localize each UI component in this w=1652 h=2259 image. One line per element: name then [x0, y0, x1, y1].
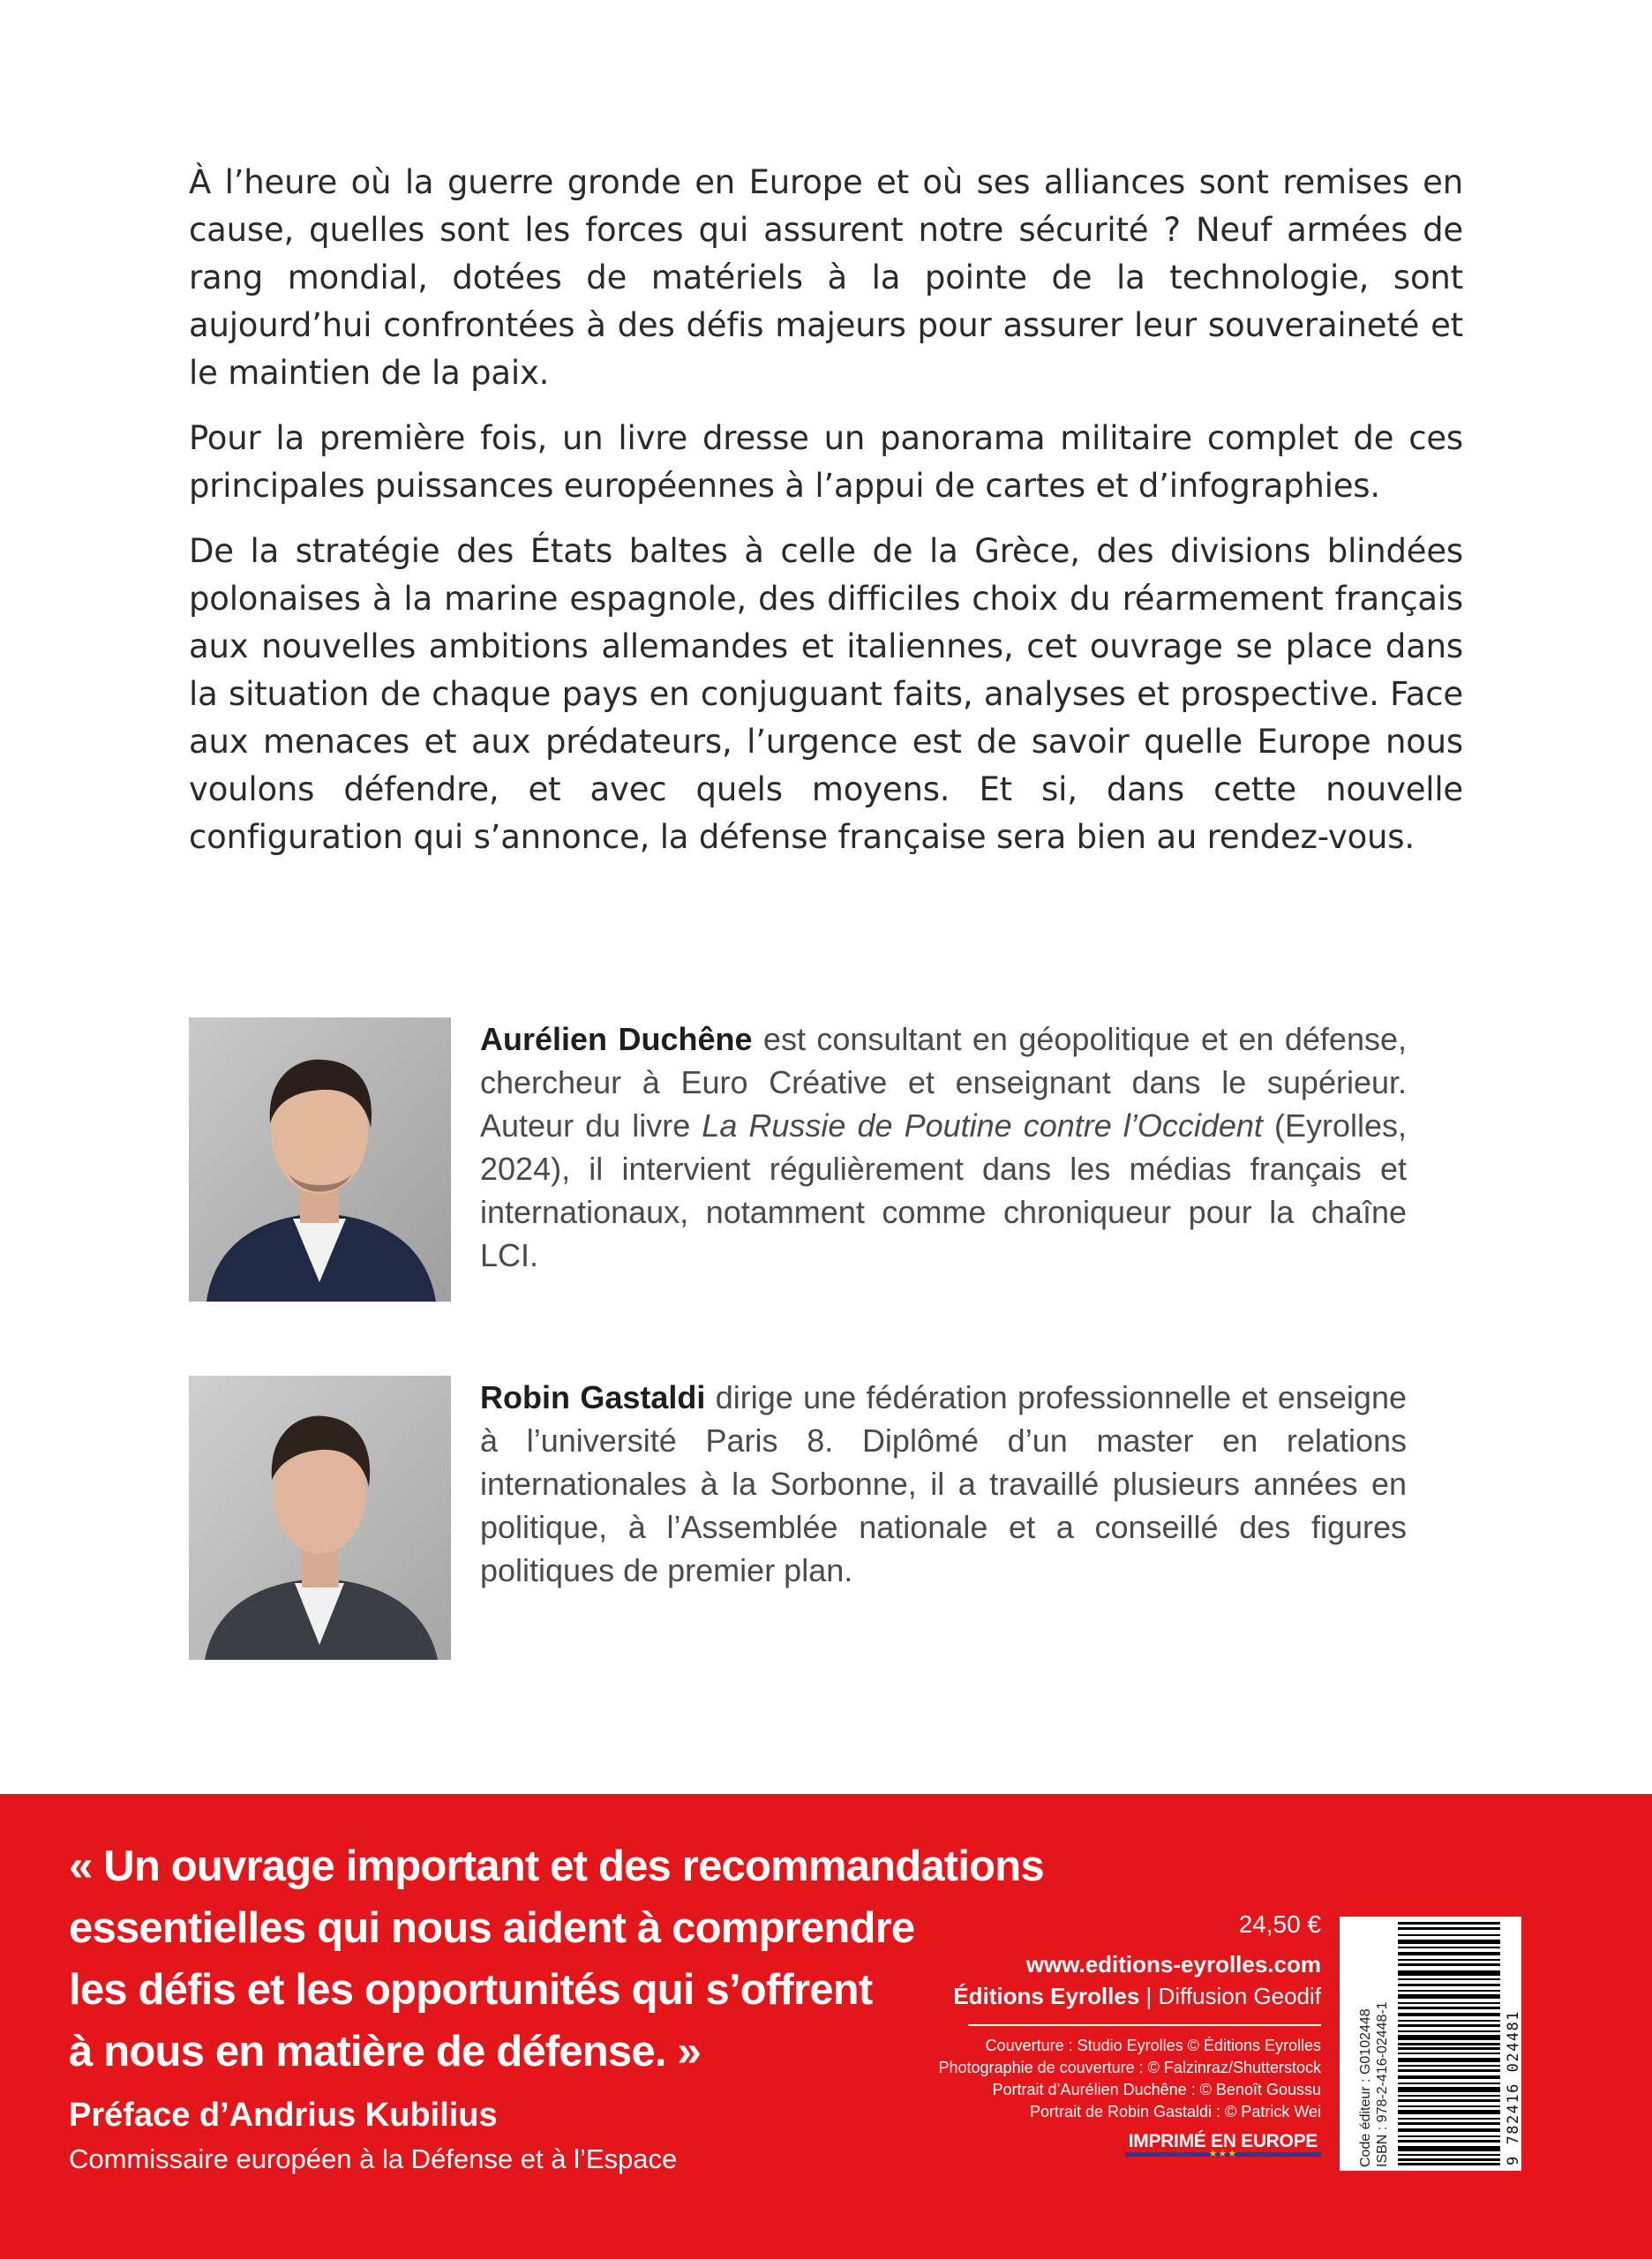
- printed-in-europe-badge: [1125, 2130, 1321, 2157]
- photo-credits: [827, 2035, 1321, 2123]
- publisher-separator: |: [1139, 1983, 1159, 2009]
- isbn-number: ISBN : 978-2-416-02448-1: [1375, 2001, 1390, 2167]
- quote-line: les défis et les opportunités qui s’offrent: [69, 1966, 873, 2014]
- summary-paragraph-3: De la stratégie des États baltes à celle de la Grèce, des divisions blindées polonaises à la marine espagnole, des difficiles choix du réarmement français aux nouvelles ambitions allemandes et italiennes, cet ouvrage se place dans la situation de chaque pays en conjuguant faits, analyses et prospective. Face aux menaces et aux prédateurs, l’urgence est de savoir quelle Europe nous voulons défendre, et avec quels moyens. Et si, dans cette nouvelle configuration qui s’annonce, la défense française sera bien au rendez-vous.: [189, 532, 1463, 856]
- eu-stars-icon: ★★★: [1208, 2149, 1238, 2159]
- barcode-digits: 9 782416 024481: [1505, 2009, 1522, 2165]
- book-title-italic: La Russie de Poutine contre l’Occident: [702, 1107, 1263, 1144]
- author-portrait-duchene: [189, 1017, 451, 1302]
- quote-line: à nous en matière de défense. »: [69, 2028, 701, 2075]
- author-bio-text: dirige une fédération professionnelle et enseigne à l’université Paris 8. Diplômé d’un master en relations internationales à la Sorbonne, il a travaillé plusieurs années en politique, à l’Assemblée nationale et a conseillé des figures politiques de premier plan.: [480, 1379, 1407, 1588]
- endorsement-quote: [69, 1835, 1044, 2083]
- author-portrait-gastaldi: [189, 1376, 451, 1660]
- credit-line: Photographie de couverture : © Falzinraz/Shutterstock: [938, 2059, 1321, 2076]
- publisher-info: [827, 1908, 1321, 2157]
- author-block-gastaldi: [189, 1376, 1477, 1660]
- summary-paragraph-2: Pour la première fois, un livre dresse un panorama militaire complet de ces principales puissances européennes à l’appui de cartes et d’infographies.: [189, 419, 1463, 505]
- back-cover-summary: [189, 159, 1463, 879]
- credit-line: Couverture : Studio Eyrolles © Éditions Eyrolles: [985, 2037, 1321, 2054]
- barcode-bars-icon: [1398, 1922, 1500, 2165]
- printed-in-europe-label: IMPRIMÉ EN EUROPE: [1125, 2130, 1321, 2157]
- publisher-website: www.editions-eyrolles.com: [1025, 1951, 1321, 1978]
- publisher-line: [827, 1980, 1321, 2012]
- summary-paragraph-1: À l’heure où la guerre gronde en Europe et où ses alliances sont remises en cause, quelles sont les forces qui assurent notre sécurité ? Neuf armées de rang mondial, dotées de matériels à la pointe de la technologie, sont aujourd’hui confrontées à des défis majeurs pour assurer leur souveraineté et le maintien de la paix.: [189, 163, 1463, 392]
- code-editeur: Code éditeur : G0102448: [1358, 2008, 1373, 2167]
- distributor-name: Diffusion Geodif: [1158, 1983, 1321, 2009]
- publisher-divider: [968, 2024, 1321, 2026]
- author-bio-duchene: [480, 1017, 1407, 1277]
- credit-line: Portrait de Robin Gastaldi : © Patrick Wei: [1029, 2103, 1321, 2120]
- quote-line: essentielles qui nous aident à comprendre: [69, 1904, 915, 1952]
- isbn-barcode: [1340, 1917, 1521, 2171]
- publisher-name: Éditions Eyrolles: [953, 1983, 1140, 2009]
- author-name-gastaldi: Robin Gastaldi: [480, 1379, 706, 1415]
- author-bio-text-end: (Eyrolles, 2024), il intervient régulièrement dans les médias français et internationaux, notamment comme chroniqueur pour la chaîne LCI.: [480, 1107, 1408, 1273]
- author-block-duchene: [189, 1017, 1477, 1302]
- author-bio-gastaldi: [480, 1376, 1407, 1592]
- author-name-duchene: Aurélien Duchêne: [480, 1021, 753, 1057]
- quote-line: « Un ouvrage important et des recommandations: [69, 1842, 1044, 1890]
- price: 24,50 €: [1238, 1910, 1321, 1938]
- barcode-labels: [1357, 1920, 1391, 2167]
- author-bio-text: est consultant en géopolitique et en défense, chercheur à Euro Créative et enseignant dans le supérieur. Auteur du livre: [480, 1021, 1407, 1144]
- preface-author: Préface d’Andrius Kubilius: [69, 2097, 498, 2134]
- credit-line: Portrait d’Aurélien Duchêne : © Benoît Goussu: [992, 2081, 1321, 2098]
- preface-author-role: Commissaire européen à la Défense et à l’Espace: [69, 2143, 678, 2174]
